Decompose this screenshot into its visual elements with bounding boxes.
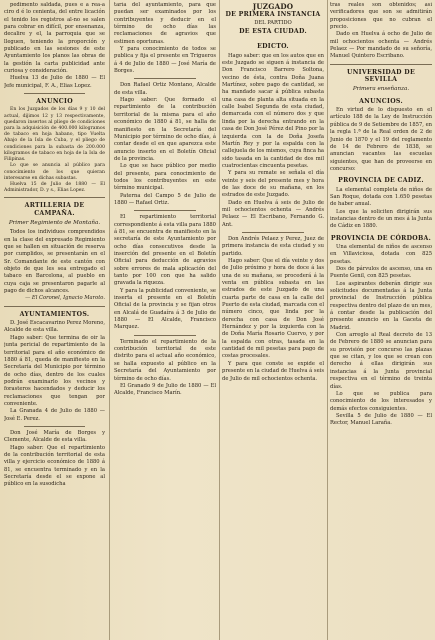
separator	[24, 93, 85, 94]
intro-paragraph: pedimento saldada, pues e a rea-a ciro d é lo cenienta, del entre licación el tenido los registros al-no se salen para cobrar en difícil, por ensenanza, decalire y el, la parroquia que se lleguen, teniendo la proporción y publicado en las sesiones de este Ayuntamiento los planos las obras de la gestión la carta publicidad ante curiosa y consideración.	[4, 2, 105, 75]
ayuntamientos-heading: AYUNTAMIENTOS.	[19, 310, 90, 318]
anuncio-body-2: Lo que se anuncia al público para conocimiento de los que quieran interesarse en dichas subastas.	[4, 163, 105, 181]
signature-line: El Granado 9 de Julio de 1880 — El Alcalde, Francisco Marín.	[114, 382, 216, 397]
paragraph: Y para conocimiento de todos se publica y fija el presente en Trigueros á 4 de Julio de 1880 — José María de Borges.	[114, 46, 216, 75]
artilleria-body: Todos los individuos comprendidos en la clase del expresado Regimiento que se hallen en situación de reserva por cumplidos, se presentarán en el Sr. Comandante de este cantón con objeto de que les sea entregado el tabaco en Barcelona, al pueblo en cuya caja se presentaron pagarle al pago de dichos alcances.	[4, 229, 105, 295]
date-line: Huelva 13 de Julio de 1880 — El Jefe municipal, F. A., Elias Lopez.	[4, 75, 105, 89]
paragraph: Con arreglo al Real decreto de 13 de Febrero de 1880 se anuncian para su provisión por concurso las plazas que se citan, y los que se crean con derecho á ellas dirigirán sus instancias á la Junta provincial respectiva en el término de treinta días.	[330, 332, 432, 390]
universidad-subheading: Primera enseñanza.	[352, 86, 410, 93]
notice-body: Hago saber: Que el día veinte y dos de Julio próximo y hora de doce á las una de su mañana, se procederá á la venta en pública subasta en las estrados de este Juzgado de una cuarta parte de casa en la calle del Puerto de esta ciudad, marcada con el número cinco, que linda por la derecha con casa de Don José Hernández y por la izquierda con la de Doña María Rosario Cuervo, y por la espalda con otras, tasada en la cantidad de mil pesetas para pago de costas procesales.	[222, 258, 324, 360]
notice-title: Don Andrés Pelaez y Perez, Juez de primera instancia de esta ciudad y su partido.	[222, 235, 324, 257]
anuncios-heading: ANUNCIOS.	[359, 97, 403, 105]
edicto-signature: Dado en Huelva á seis de Julio de mil ochocientos ochenta — Andrés Pelaez — El Escribano, Fernando G. Ant.	[222, 199, 324, 228]
separator	[4, 306, 105, 307]
edicto-heading: EDICTO.	[257, 43, 289, 51]
anuncio-heading: ANUNCIO	[36, 98, 73, 106]
column-divider	[219, 0, 220, 640]
juzgado-subheading-3: DE ESTA CIUDAD.	[239, 28, 307, 36]
column-divider	[327, 0, 328, 640]
column-2	[114, 2, 216, 638]
ayunt-notice-2-title: Don José María de Borges y Clemente, Alcalde de esta villa.	[4, 429, 105, 444]
artilleria-heading: ARTILLERIA DE CAMPAÑA.	[24, 202, 85, 217]
signature-line: Sevilla 5 de Julio de 1880 — El Rector, Manuel Laraña.	[330, 412, 432, 427]
anuncio-signature: Huelva 15 de Julio de 1880 — El Administrador, D. y s., Elias Lopez.	[4, 181, 105, 194]
column-divider	[109, 0, 110, 640]
paragraph: Hago saber: Que formado el repartimiento de la contribución territorial de la misma para el año económico de 1880 á 81, se halla de manifiesto en la Secretaría del Municipio por término de ocho días, á contar desde el en que aparezca este anuncio inserto en el Boletín Oficial de la provincia.	[114, 97, 216, 162]
edicto-body: Hago saber: que en los autos que en este Juzgado se siguen á instancia de Don Francisco Barrero Soltona, vecino de ésta, contra Doña Juana Martínez, sobre pago de cantidad, se ha mandado sacar á pública subasta una casa de planta alta situada en la calle Isabel Segunda de esta ciudad, demarcada con el número dos y que linda por la derecha entrando en la casa de Don José Pérez del Pino por la izquierda con la de Doña Josefa Martín Rey y por la espalda con la callejuela de los mismos, cuya finca ha sido tasada en la cantidad de dos mil cuatrocientas cincuenta pesetas.	[222, 52, 324, 169]
separator	[242, 232, 304, 233]
paragraph: Dos de párvulos de ascenso, una en Puente Genil, con 825 pesetas.	[330, 266, 432, 280]
paragraph: Los que la soliciten dirigirán sus instancias dentro de un mes á la Junta de Cádiz en 1880.	[330, 208, 432, 230]
edicto-body-2: Y para su remate se señala el día veinte y seis del presente mes y hora de las doce de su mañana, en los estrados de este Juzgado.	[222, 170, 324, 199]
paragraph: tras reales son obtenidos; así verificadores que son se admitirán proposiciones que no cubran el precio.	[330, 2, 432, 31]
column-1	[4, 2, 105, 638]
signature-line: Dado en Huelva á ocho de Julio de mil ochocientos ochenta — Andrés Pelaez — Por mandado de su señoría, Manuel Quintero Escribano.	[330, 31, 432, 60]
paragraph: La elemental completa de niños de San Roque, dotada con 1.650 pesetas de haber anual.	[330, 186, 432, 208]
juzgado-subheading: DE PRIMERA INSTANCIA	[225, 11, 321, 19]
cadiz-heading: PROVINCIA DE CADIZ.	[338, 177, 424, 185]
separator	[24, 426, 85, 427]
separator	[330, 64, 432, 65]
paragraph: Terminado el repartimiento de la contribución territorial de este distrito para el actual año económico, se halla expuesto al público en la Secretaría del Ayuntamiento por término de ocho días.	[114, 338, 216, 382]
paragraph: El repartimiento territorial correspondiente á esta villa para 1880 á 81, se encuentra de manifiesto en la secretaría de este Ayuntamiento por ocho días consecutivos desde la inserción del presente en el Boletín Oficial para deducción de agravios sobre errores de mala aplicación del tanto por 100 con que ha salido gravada la riqueza.	[114, 214, 216, 287]
paragraph: Lo que se hace público por medio del presente, para conocimiento de todos los contribuyentes en este término municipal.	[114, 163, 216, 192]
separator	[134, 335, 196, 336]
notice-closing: Y para que conste se expide el presente en la ciudad de Huelva á seis de Julio de mil ochocientos ochenta.	[222, 360, 324, 382]
column-3	[222, 2, 324, 638]
ayunt-notice-1-body: Hago saber: Que termina de oir la junta pericial de repartimiento de la territorial para el año económico de 1880 á 81, queda de manifiesto en la Secretaría del Municipio por término de ocho días, dentro de los cuales podrán examinarlo los vecinos y forasteros hacendados y deducir los reclamaciones que tengan por conveniente.	[4, 334, 105, 407]
universidad-heading: UNIVERSIDAD DE SEVILLA	[347, 68, 415, 84]
paragraph: Los aspirantes deberán dirigir sus solicitudes documentadas á la Junta provincial de Instrucción pública respectiva dentro del plazo de un mes, á contar desde la publicación del presente anuncio en la Gaceta de Madrid.	[330, 280, 432, 331]
column-4	[330, 2, 432, 638]
ayunt-notice-1-title: D. José Escacavarino Perez Moreno, Alcalde de esta villa.	[4, 320, 105, 334]
juzgado-subheading-2: DEL PARTIDO	[254, 19, 292, 26]
anuncio-body: En los Juzgados de los días 9 y 10 del actual, dijimos 12 y 13 respectivamente, quedaron insertos al pliego de condiciones para la adquisición de 400.000 kilogramos de tabaco en hoja habano, tipo Vuelta Abajo de la Isla de Cuba, y el pliego de condiciones para la subasta de 200.000 kilogramos de tabaco en hoja de la Isla de Filipinas.	[4, 107, 105, 163]
separator	[134, 210, 196, 211]
signature-line: Paterna del Campo 5 de Julio de 1880 — Rafael Ortiz.	[114, 192, 216, 206]
ayunt-notice-2-body: Hago saber: Que el repartimiento de la contribución territorial de esta villa y ejercicio económico de 1880 á 81, se encuentra terminado y en la Secretaría desde el se expone al público en la susodicha	[4, 444, 105, 488]
paragraph: taría del ayuntamiento, para que puedan ser examinados por los contribuyentes y deducir en el término de ocho días las reclamaciones de agravios que estimen oportunas.	[114, 2, 216, 45]
cordoba-heading: PROVINCIA DE CÓRDOBA.	[330, 234, 432, 242]
artilleria-subheading: Primer Regimiento de Montaña.	[8, 220, 101, 226]
paragraph: Lo que se publica para conocimiento de los interesados y demás efectos consiguientes.	[330, 390, 432, 412]
artilleria-signature: — El Coronel, Ignacio Maroto.	[25, 295, 105, 302]
paragraph: Y para la publicidad conveniente, se inserta el presente en el Boletín Oficial de la provincia y se fijan otros en Alcalá de Guadaíra á 3 de Julio de 1880 — El Alcalde, Francisco Marquez.	[114, 287, 216, 331]
ayunt-notice-1-signature: La Granada 4 de Julio de 1880 — José E. Perez.	[4, 408, 105, 422]
separator	[4, 197, 105, 198]
paragraph: En virtud de lo dispuesto en el artículo 188 de la Ley de Instrucción pública de 9 de Setiembre de 1857, en la regla 1.ª de la Real orden de 2 de Junio de 1870 y el 19 del reglamento de 14 de Febrero de 1838, se anuncian vacantes las escuelas siguientes, que han de proveerse en concurso:	[330, 107, 432, 172]
separator	[134, 78, 196, 79]
notice-title: Don Rafael Ortiz Montano, Alcalde de esta villa.	[114, 82, 216, 96]
paragraph: Una elemental de niños de ascenso en Villaviciosa, dotada con 825 pesetas.	[330, 243, 432, 265]
juzgado-heading: JUZGADO	[252, 2, 294, 11]
